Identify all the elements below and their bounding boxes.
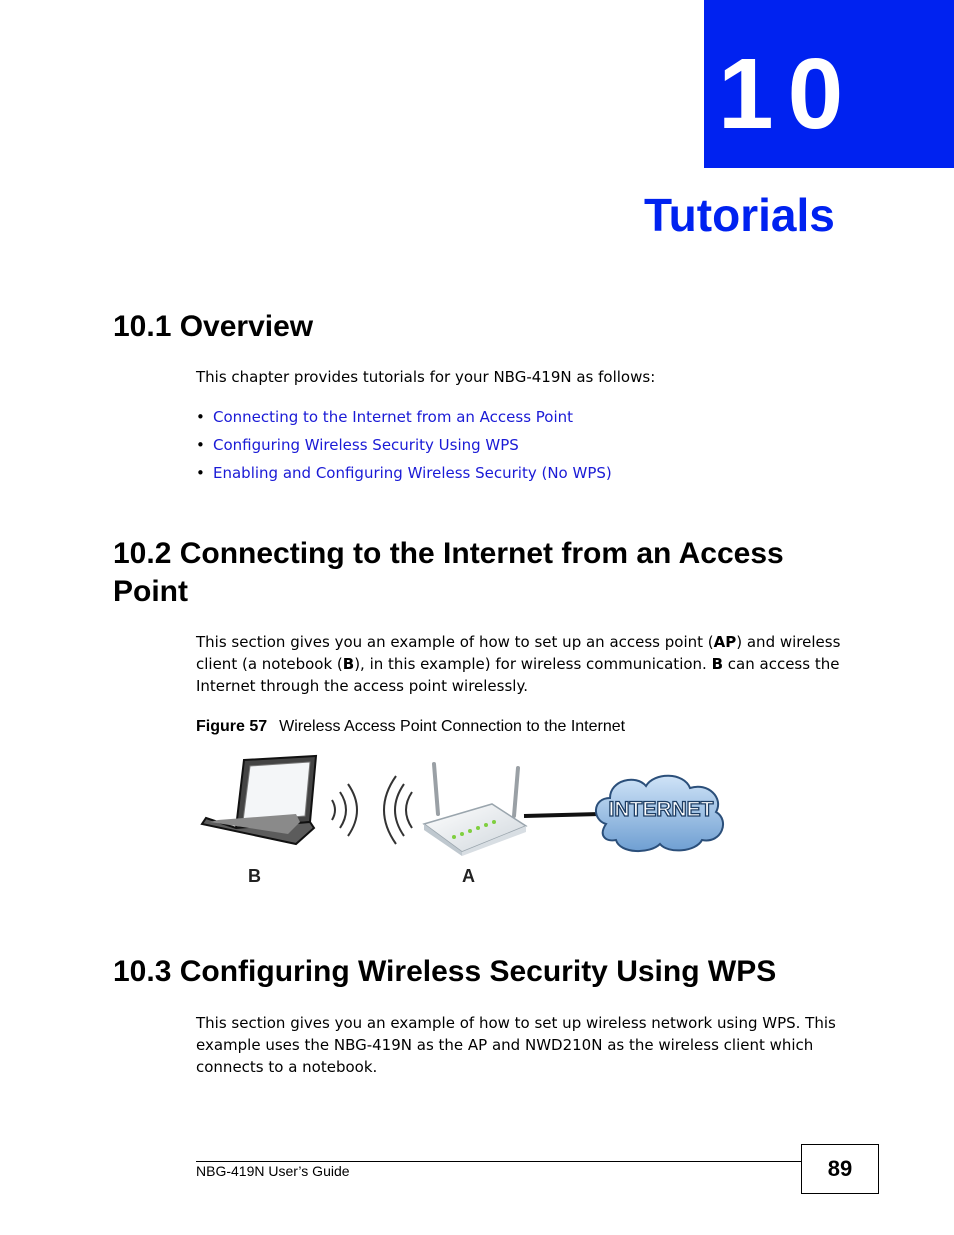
figure-caption — [196, 717, 625, 737]
wps-paragraph: This section gives you an example of how to set up wireless network using WPS. This example uses the NBG-419N as the AP and NWD210N as the wireless client which connects to a notebook. — [196, 1014, 836, 1076]
connecting-paragraph — [196, 631, 846, 697]
label-a: A — [462, 866, 475, 886]
text-run: ), in this example) for wireless communication. — [354, 655, 712, 673]
page-number: 89 — [801, 1144, 879, 1194]
bold-ap: AP — [713, 633, 737, 651]
list-item — [196, 406, 612, 428]
internet-cloud-icon — [596, 776, 723, 851]
cloud-text: INTERNET — [608, 798, 714, 821]
bold-b: B — [342, 655, 355, 673]
section-heading-overview: 10.1 Overview — [113, 310, 314, 343]
text-run: This section gives you an example of how to set up an access point ( — [196, 633, 714, 651]
figure-diagram — [196, 752, 736, 892]
text-run: ) and wireless client (a notebook ( — [196, 633, 841, 673]
list-item — [196, 462, 612, 484]
laptop-icon — [202, 756, 316, 844]
chapter-number: 10 — [718, 38, 858, 150]
figure-label: Figure 57 — [196, 718, 268, 735]
footer-guide-title: NBG-419N User’s Guide — [196, 1163, 350, 1179]
overview-intro: This chapter provides tutorials for your NBG-419N as follows: — [196, 368, 656, 386]
link-configuring-wps[interactable]: Configuring Wireless Security Using WPS — [213, 436, 519, 454]
label-b: B — [248, 866, 261, 886]
text-run: can access the Internet through the access point wirelessly. — [196, 655, 840, 695]
figure-caption-text: Wireless Access Point Connection to the Internet — [279, 718, 626, 735]
bullet-icon: • — [196, 464, 205, 482]
bullet-icon: • — [196, 436, 205, 454]
section-heading-wps: 10.3 Configuring Wireless Security Using WPS — [113, 955, 777, 988]
bullet-icon: • — [196, 408, 205, 426]
tutorial-link-list — [196, 406, 612, 490]
link-connecting-internet[interactable]: Connecting to the Internet from an Access Point — [213, 408, 574, 426]
section-heading-connecting: 10.2 Connecting to the Internet from an Access Point — [113, 537, 784, 608]
bold-b: B — [711, 655, 724, 673]
link-enabling-no-wps[interactable]: Enabling and Configuring Wireless Security (No WPS) — [213, 464, 612, 482]
network-cable — [524, 814, 600, 816]
chapter-title: Tutorials — [644, 189, 835, 241]
router-icon — [424, 764, 526, 856]
wireless-signal-icon — [332, 776, 412, 844]
list-item — [196, 434, 612, 456]
